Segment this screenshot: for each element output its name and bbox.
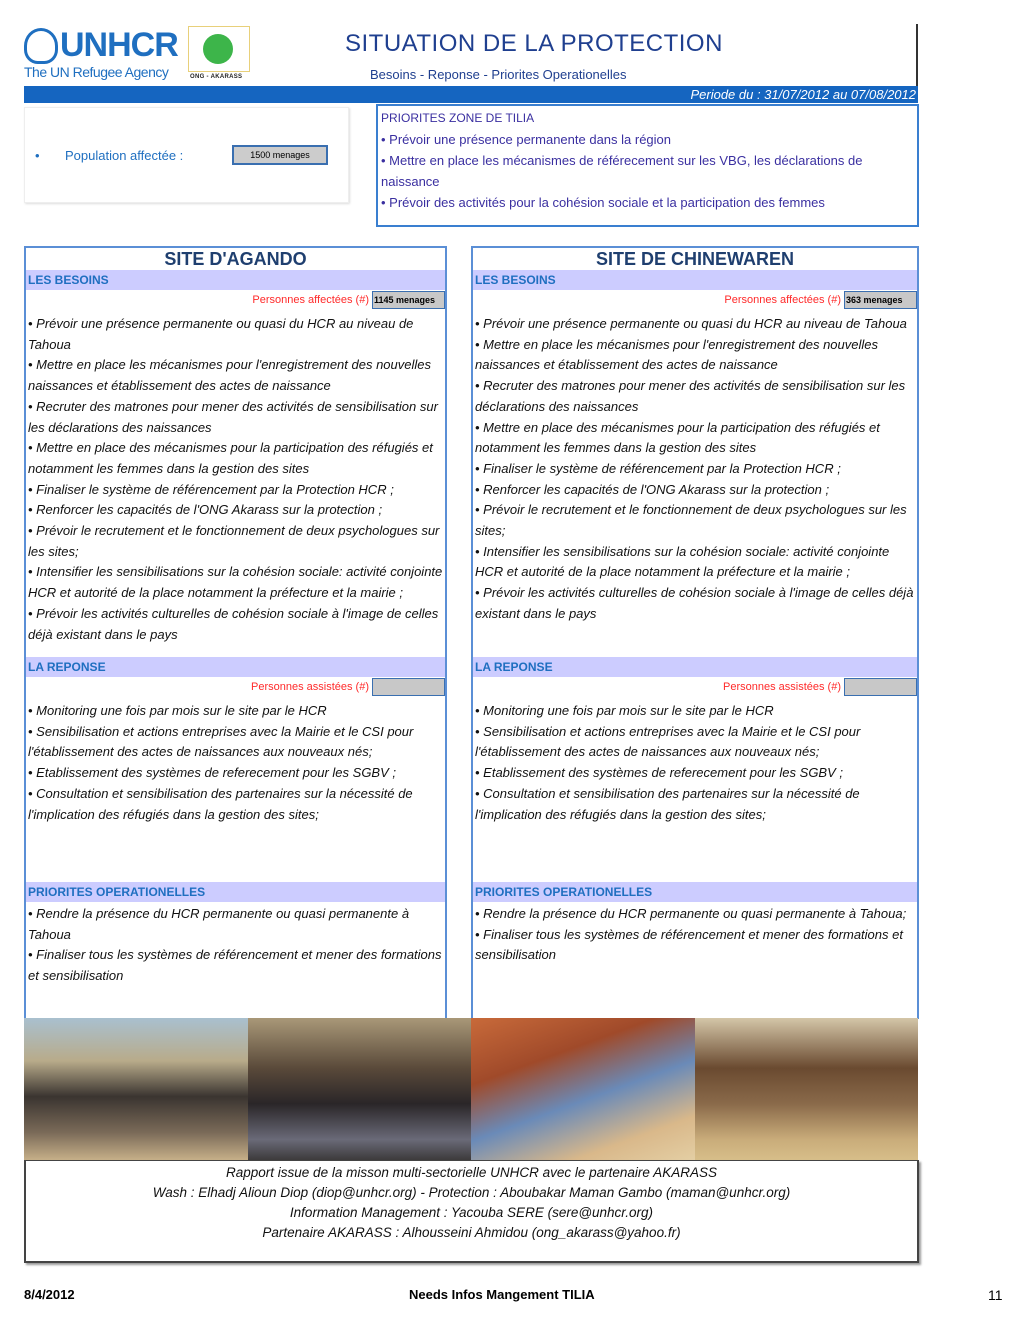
assisted-value: [372, 678, 445, 696]
list-item: • Consultation et sensibilisation des partenaires sur la nécessité de l'implication des réfugiés dans la gestion des sites;: [28, 785, 413, 822]
page-title: SITUATION DE LA PROTECTION: [345, 30, 723, 57]
unhcr-logo: [24, 26, 184, 86]
ngo-logo: [188, 26, 250, 72]
zone-priorities: [376, 104, 919, 227]
site-title: SITE DE CHINEWAREN: [595, 249, 795, 269]
list-item: • Recruter des matrones pour mener des activités de sensibilisation sur les déclarations des naissances: [28, 398, 438, 435]
list-item: • Intensifier les sensibilisations sur la cohésion sociale: activité conjointe HCR et autorité de la place notamment la préfecture et la mairie ;: [28, 564, 443, 601]
list-item: • Prévoir une présence permanente ou quasi du HCR au niveau de Tahoua: [475, 316, 907, 331]
needs-list: [26, 312, 445, 657]
population-label: Population affectée :: [65, 148, 184, 163]
assisted-row: [473, 677, 917, 699]
list-item: • Consultation et sensibilisation des partenaires sur la nécessité de l'implication des réfugiés dans la gestion des sites;: [475, 785, 860, 822]
priorities-header: PRIORITES OPERATIONELLES: [26, 882, 445, 902]
site-title: SITE D'AGANDO: [164, 249, 307, 269]
needs-list: [473, 312, 917, 657]
photo-tent: [471, 1018, 695, 1161]
divider: [916, 24, 918, 86]
page-number: 11: [988, 1287, 1003, 1303]
list-item: • Finaliser tous les systèmes de référencement et mener des formations et sensibilisation: [475, 926, 903, 963]
list-item: • Mettre en place des mécanismes pour la participation des réfugiés et notamment les femmes dans la gestion des sites: [475, 419, 880, 456]
needs-header: LES BESOINS: [473, 270, 917, 290]
list-item: • Prévoir les activités culturelles de cohésion sociale à l'image de celles déjà existant dans le pays: [28, 605, 439, 642]
affected-value: 363 menages: [844, 291, 917, 309]
priorities-list: [473, 902, 917, 997]
unhcr-emblem-icon: [24, 28, 58, 64]
contacts-box: [24, 1160, 919, 1263]
list-item: • Sensibilisation et actions entreprises avec la Mairie et le CSI pour l'établissement des actes de naissances aux nouveaux nés;: [28, 723, 414, 760]
list-item: • Monitoring une fois par mois sur le site par le HCR: [28, 703, 327, 718]
ngo-label: ONG - AKARASS: [190, 74, 243, 80]
footer-title: Needs Infos Mangement TILIA: [409, 1287, 595, 1302]
zone-priorities-title: PRIORITES ZONE DE TILIA: [381, 111, 535, 125]
list-item: • Prévoir une présence permanente ou quasi du HCR au niveau de Tahoua: [28, 316, 414, 352]
assisted-row: [26, 677, 445, 699]
contact-line: Rapport issue de la misson multi-sectorielle UNHCR avec le partenaire AKARASS: [226, 1165, 717, 1180]
assisted-label: Personnes assistées (#): [251, 681, 369, 693]
logo-text: UNHCR: [60, 26, 178, 64]
list-item: • Rendre la présence du HCR permanente ou quasi permanente à Tahoua: [28, 906, 410, 942]
list-item: • Finaliser le système de référencement par la Protection HCR ;: [475, 460, 841, 476]
affected-label: Personnes affectées (#): [252, 294, 369, 306]
list-item: • Prévoir des activités pour la cohésion sociale et la participation des femmes: [381, 195, 825, 210]
response-header: LA REPONSE: [26, 657, 445, 677]
list-item: • Prévoir une présence permanente dans la région: [381, 132, 672, 147]
priorities-list: [26, 902, 445, 997]
list-item: • Intensifier les sensibilisations sur la cohésion sociale: activité conjointe HCR et autorité de la place notamment la préfecture et la mairie ;: [475, 543, 890, 580]
list-item: • Sensibilisation et actions entreprises avec la Mairie et le CSI pour l'établissement des actes de naissances aux nouveaux nés;: [475, 723, 861, 760]
list-item: • Mettre en place les mécanismes pour l'enregistrement des nouvelles naissances et établissement des actes de naissance: [475, 336, 879, 373]
list-item: • Rendre la présence du HCR permanente ou quasi permanente à Tahoua;: [475, 906, 907, 921]
needs-header: LES BESOINS: [26, 270, 445, 290]
population-box: [24, 107, 349, 203]
affected-value: 1145 menages: [372, 291, 445, 309]
priorities-header: PRIORITES OPERATIONELLES: [473, 882, 917, 902]
assisted-label: Personnes assistées (#): [723, 681, 841, 693]
green-circle-icon: [203, 34, 233, 64]
photo-strip: [24, 1018, 918, 1161]
photo-camp: [695, 1018, 919, 1161]
affected-row: [473, 290, 917, 312]
site-panel-agando: [24, 246, 447, 1019]
contact-line: Partenaire AKARASS : Alhousseini Ahmidou (ong_akarass@yahoo.fr): [262, 1225, 681, 1240]
list-item: • Mettre en place les mécanismes pour l'enregistrement des nouvelles naissances et établissement des actes de naissance: [28, 357, 432, 394]
footer-date: 8/4/2012: [24, 1287, 75, 1302]
period-text: Periode du : 31/07/2012 au 07/08/2012: [690, 87, 916, 102]
list-item: • Etablissement des systèmes de referecement pour les SGBV ;: [28, 765, 396, 781]
list-item: • Monitoring une fois par mois sur le site par le HCR: [475, 703, 774, 718]
contact-line: Information Management : Yacouba SERE (sere@unhcr.org): [289, 1205, 654, 1220]
list-item: • Finaliser tous les systèmes de référencement et mener des formations et sensibilisation: [28, 947, 442, 984]
bullet: •: [35, 148, 40, 163]
response-list: [26, 699, 445, 882]
list-item: • Prévoir les activités culturelles de cohésion sociale à l'image de celles déjà existant dans le pays: [475, 585, 914, 621]
list-item: • Etablissement des systèmes de referecement pour les SGBV ;: [475, 765, 843, 781]
contact-line: Wash : Elhadj Alioun Diop (diop@unhcr.org) - Protection : Aboubakar Maman Gambo (maman@unhcr.org): [152, 1185, 791, 1200]
list-item: • Renforcer les capacités de l'ONG Akarass sur la protection ;: [28, 502, 383, 518]
affected-label: Personnes affectées (#): [724, 294, 841, 306]
list-item: • Prévoir le recrutement et le fonctionnement de deux psychologues sur les sites;: [475, 502, 907, 539]
list-item: • Prévoir le recrutement et le fonctionnement de deux psychologues sur les sites;: [28, 523, 440, 559]
photo-crowd: [248, 1018, 472, 1161]
site-panel-chinewaren: [471, 246, 919, 1019]
assisted-value: [844, 678, 917, 696]
affected-row: [26, 290, 445, 312]
population-value: 1500 menages: [232, 145, 328, 165]
page-subtitle: Besoins - Reponse - Priorites Operationelles: [370, 67, 627, 82]
response-header: LA REPONSE: [473, 657, 917, 677]
list-item: • Recruter des matrones pour mener des activités de sensibilisation sur les déclarations des naissances: [475, 378, 906, 414]
response-list: [473, 699, 917, 882]
photo-meeting: [24, 1018, 248, 1161]
logo-tagline: The UN Refugee Agency: [24, 64, 169, 80]
list-item: • Finaliser le système de référencement par la Protection HCR ;: [28, 481, 394, 497]
list-item: • Mettre en place les mécanismes de référecement sur les VBG, les déclarations de naissance: [381, 153, 863, 189]
list-item: • Mettre en place des mécanismes pour la participation des réfugiés et notamment les femmes dans la gestion des sites: [28, 440, 433, 476]
list-item: • Renforcer les capacités de l'ONG Akarass sur la protection ;: [475, 481, 830, 497]
